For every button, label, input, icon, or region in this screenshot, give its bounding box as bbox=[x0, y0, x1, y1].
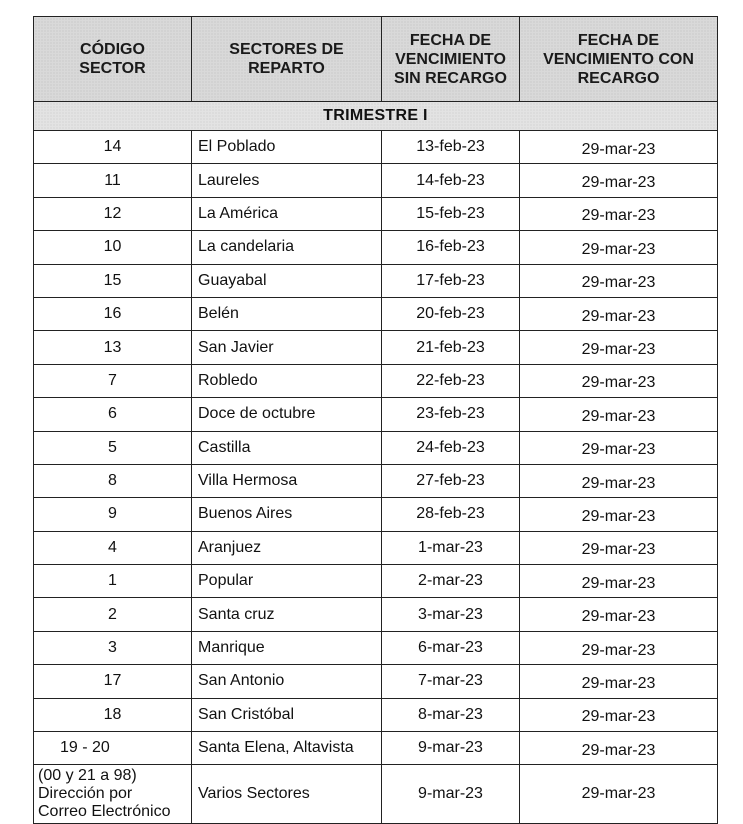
cell-code: 4 bbox=[34, 531, 192, 564]
cell-code: 7 bbox=[34, 364, 192, 397]
cell-code: 5 bbox=[34, 431, 192, 464]
table-row bbox=[34, 331, 718, 364]
header-due-line: VENCIMIENTO bbox=[395, 50, 506, 68]
cell-sector: Guayabal bbox=[192, 264, 382, 297]
cell-due-date-surcharge: 29-mar-23 bbox=[520, 464, 718, 497]
cell-due-date-surcharge: 29-mar-23 bbox=[520, 131, 718, 164]
table-row bbox=[34, 631, 718, 664]
cell-sector: Castilla bbox=[192, 431, 382, 464]
table-row bbox=[34, 565, 718, 598]
cell-code: 9 bbox=[34, 498, 192, 531]
cell-code: 17 bbox=[34, 665, 192, 698]
header-code-line: CÓDIGO bbox=[80, 41, 145, 58]
table-row bbox=[34, 531, 718, 564]
cell-code: 8 bbox=[34, 464, 192, 497]
header-delivery-sectors bbox=[192, 17, 382, 102]
cell-code-line: Dirección por bbox=[38, 785, 133, 803]
cell-due-date-surcharge: 29-mar-23 bbox=[520, 698, 718, 731]
header-code-sector bbox=[34, 17, 192, 102]
cell-due-date-surcharge: 29-mar-23 bbox=[520, 732, 718, 765]
table-row bbox=[34, 131, 718, 164]
cell-sector: Manrique bbox=[192, 631, 382, 664]
cell-sector: Popular bbox=[192, 565, 382, 598]
cell-code-line: Correo Electrónico bbox=[38, 803, 171, 821]
cell-sector: San Cristóbal bbox=[192, 698, 382, 731]
cell-code: 14 bbox=[34, 131, 192, 164]
cell-sector: El Poblado bbox=[192, 131, 382, 164]
table-row bbox=[34, 732, 718, 765]
cell-sector: Laureles bbox=[192, 164, 382, 197]
cell-due-date-surcharge: 29-mar-23 bbox=[520, 398, 718, 431]
header-code-line: SECTOR bbox=[79, 60, 146, 77]
table-row bbox=[34, 231, 718, 264]
cell-sector: Aranjuez bbox=[192, 531, 382, 564]
cell-due-date: 22-feb-23 bbox=[382, 364, 520, 397]
header-due-date-no-surcharge bbox=[382, 17, 520, 102]
cell-due-date-surcharge: 29-mar-23 bbox=[520, 231, 718, 264]
header-due-surcharge-line: FECHA DE bbox=[577, 31, 660, 49]
cell-sector: Doce de octubre bbox=[192, 398, 382, 431]
table-row bbox=[34, 498, 718, 531]
cell-due-date: 15-feb-23 bbox=[382, 197, 520, 230]
cell-code: 16 bbox=[34, 297, 192, 330]
cell-due-date-surcharge: 29-mar-23 bbox=[520, 264, 718, 297]
header-due-surcharge-line: VENCIMIENTO CON bbox=[543, 50, 694, 68]
cell-due-date-surcharge: 29-mar-23 bbox=[520, 565, 718, 598]
cell-code: 10 bbox=[34, 231, 192, 264]
table-row bbox=[34, 197, 718, 230]
cell-code-line: (00 y 21 a 98) bbox=[38, 767, 137, 785]
cell-due-date: 6-mar-23 bbox=[382, 631, 520, 664]
cell-due-date: 20-feb-23 bbox=[382, 297, 520, 330]
cell-due-date-surcharge: 29-mar-23 bbox=[520, 765, 718, 824]
cell-sector: Belén bbox=[192, 297, 382, 330]
cell-due-date: 24-feb-23 bbox=[382, 431, 520, 464]
table-row bbox=[34, 464, 718, 497]
table-header bbox=[34, 17, 718, 102]
cell-due-date-surcharge: 29-mar-23 bbox=[520, 498, 718, 531]
cell-due-date-surcharge: 29-mar-23 bbox=[520, 364, 718, 397]
cell-code: 12 bbox=[34, 197, 192, 230]
cell-code: 13 bbox=[34, 331, 192, 364]
cell-due-date: 1-mar-23 bbox=[382, 531, 520, 564]
header-due-surcharge-line: RECARGO bbox=[577, 69, 660, 87]
cell-due-date: 9-mar-23 bbox=[382, 765, 520, 824]
document-sheet bbox=[33, 16, 717, 824]
cell-due-date: 16-feb-23 bbox=[382, 231, 520, 264]
cell-due-date-surcharge: 29-mar-23 bbox=[520, 631, 718, 664]
table-body bbox=[34, 102, 718, 824]
cell-code: 19 - 20 bbox=[34, 732, 192, 765]
section-row bbox=[34, 102, 718, 131]
cell-due-date: 13-feb-23 bbox=[382, 131, 520, 164]
cell-code: 15 bbox=[34, 264, 192, 297]
cell-sector: Santa Elena, Altavista bbox=[192, 732, 382, 765]
cell-sector: La América bbox=[192, 197, 382, 230]
header-sector-line: SECTORES DE bbox=[229, 41, 344, 58]
cell-code: 18 bbox=[34, 698, 192, 731]
cell-due-date: 8-mar-23 bbox=[382, 698, 520, 731]
cell-due-date-surcharge: 29-mar-23 bbox=[520, 665, 718, 698]
cell-sector: Varios Sectores bbox=[192, 765, 382, 824]
cell-sector: San Antonio bbox=[192, 665, 382, 698]
cell-due-date: 3-mar-23 bbox=[382, 598, 520, 631]
table-row bbox=[34, 398, 718, 431]
cell-due-date: 23-feb-23 bbox=[382, 398, 520, 431]
table-row bbox=[34, 164, 718, 197]
cell-sector: Santa cruz bbox=[192, 598, 382, 631]
cell-due-date-surcharge: 29-mar-23 bbox=[520, 164, 718, 197]
table-row bbox=[34, 297, 718, 330]
cell-sector: San Javier bbox=[192, 331, 382, 364]
cell-due-date-surcharge: 29-mar-23 bbox=[520, 197, 718, 230]
header-due-line: FECHA DE bbox=[409, 31, 492, 49]
cell-code bbox=[34, 765, 192, 824]
cell-code: 2 bbox=[34, 598, 192, 631]
table-row bbox=[34, 431, 718, 464]
cell-due-date: 7-mar-23 bbox=[382, 665, 520, 698]
cell-code: 6 bbox=[34, 398, 192, 431]
cell-due-date: 17-feb-23 bbox=[382, 264, 520, 297]
cell-due-date-surcharge: 29-mar-23 bbox=[520, 598, 718, 631]
cell-due-date: 14-feb-23 bbox=[382, 164, 520, 197]
table-row bbox=[34, 698, 718, 731]
table-row bbox=[34, 598, 718, 631]
cell-due-date-surcharge: 29-mar-23 bbox=[520, 331, 718, 364]
table-row bbox=[34, 364, 718, 397]
cell-due-date-surcharge: 29-mar-23 bbox=[520, 431, 718, 464]
cell-due-date-surcharge: 29-mar-23 bbox=[520, 531, 718, 564]
cell-due-date: 2-mar-23 bbox=[382, 565, 520, 598]
cell-due-date: 28-feb-23 bbox=[382, 498, 520, 531]
header-sector-line: REPARTO bbox=[248, 60, 325, 77]
cell-sector: La candelaria bbox=[192, 231, 382, 264]
header-due-date-with-surcharge bbox=[520, 17, 718, 102]
table-row bbox=[34, 665, 718, 698]
delivery-schedule-table bbox=[33, 16, 718, 824]
section-title: TRIMESTRE I bbox=[34, 102, 718, 131]
cell-code: 11 bbox=[34, 164, 192, 197]
cell-due-date: 27-feb-23 bbox=[382, 464, 520, 497]
cell-due-date: 21-feb-23 bbox=[382, 331, 520, 364]
cell-code: 1 bbox=[34, 565, 192, 598]
cell-sector: Robledo bbox=[192, 364, 382, 397]
cell-due-date: 9-mar-23 bbox=[382, 732, 520, 765]
table-row bbox=[34, 765, 718, 824]
cell-code: 3 bbox=[34, 631, 192, 664]
cell-due-date-surcharge: 29-mar-23 bbox=[520, 297, 718, 330]
cell-sector: Buenos Aires bbox=[192, 498, 382, 531]
cell-sector: Villa Hermosa bbox=[192, 464, 382, 497]
table-row bbox=[34, 264, 718, 297]
header-due-line: SIN RECARGO bbox=[394, 69, 507, 87]
